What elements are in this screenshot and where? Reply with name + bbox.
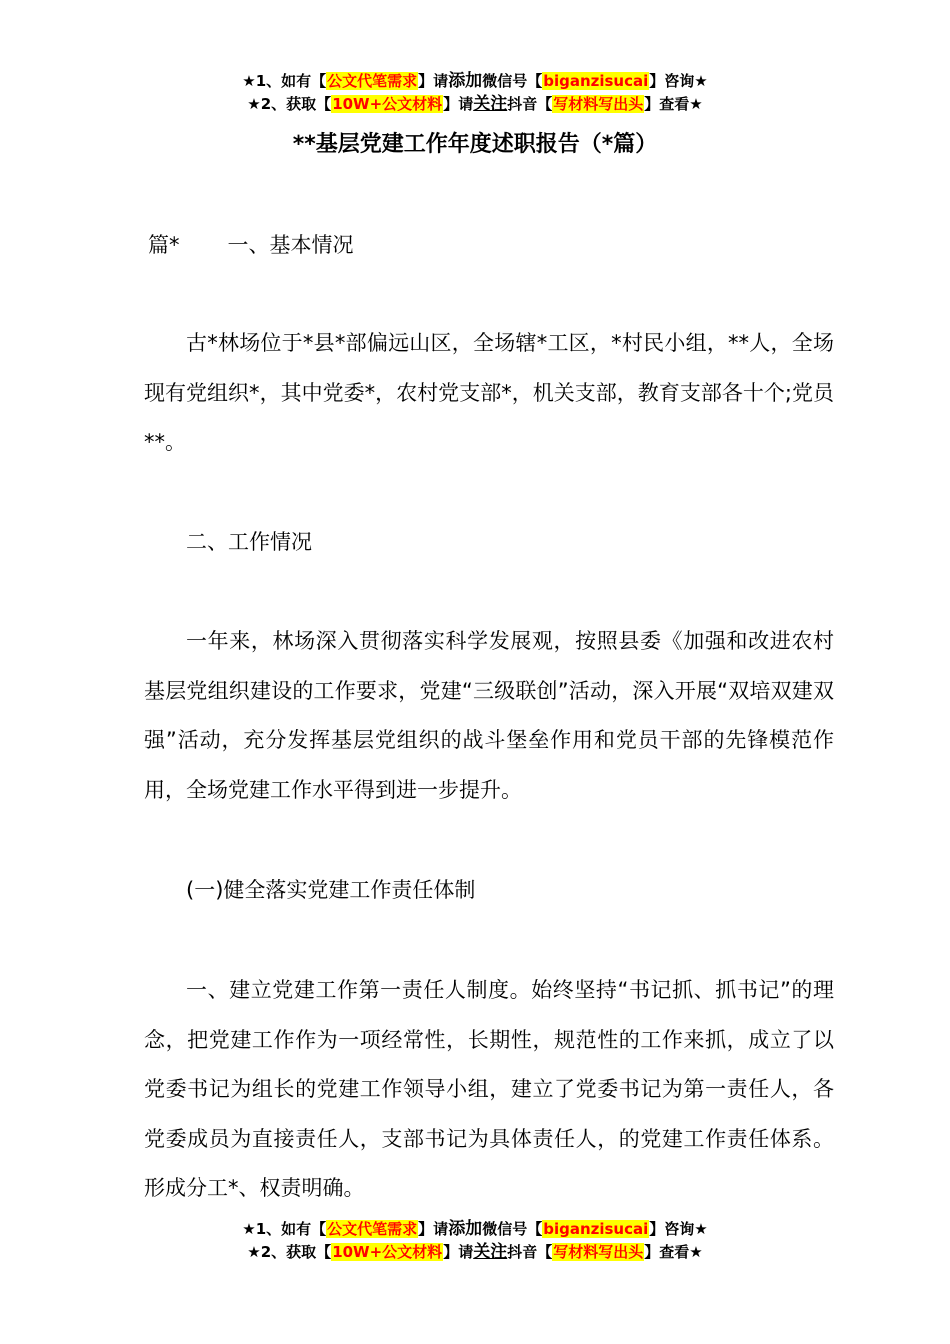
section-1-heading: 一、基本情况 <box>227 233 354 257</box>
banner-text: 微信号【 <box>482 72 543 90</box>
banner-highlight: 公文代笔需求 <box>327 72 418 90</box>
banner-line-2 <box>0 1241 950 1264</box>
banner-emphasis: 关注 <box>473 94 508 114</box>
section-1-heading-row <box>148 225 354 265</box>
banner-highlight: 10W+公文材料 <box>332 95 443 113</box>
banner-text: 抖音【 <box>507 1243 553 1261</box>
banner-text: ★1、如有【 <box>242 72 327 90</box>
banner-text: 】请 <box>418 72 449 90</box>
paragraph-work-overview: 一年来，林场深入贯彻落实科学发展观，按照县委《加强和改进农村基层党组织建设的工作要求，党建“三级联创”活动，深入开展“双培双建双强”活动，充分发挥基层党组织的战斗堡垒作用和党员干部的先锋模范作用，全场党建工作水平得到进一步提升。 <box>144 629 834 802</box>
banner-text: 】请 <box>418 1220 449 1238</box>
banner-text: 微信号【 <box>482 1220 543 1238</box>
banner-text: 】请 <box>443 1243 474 1261</box>
banner-highlight: biganzisucai <box>543 1220 649 1238</box>
part-label: 篇* <box>148 233 180 257</box>
section-2-heading: 二、工作情况 <box>186 530 312 554</box>
banner-highlight: biganzisucai <box>543 72 649 90</box>
banner-line-1 <box>0 70 950 93</box>
banner-highlight: 10W+公文材料 <box>332 1243 443 1261</box>
banner-highlight: 写材料写出头 <box>553 1243 644 1261</box>
banner-text: 抖音【 <box>507 95 553 113</box>
banner-text: 】查看★ <box>644 1243 703 1261</box>
banner-text: 】咨询★ <box>649 72 708 90</box>
banner-line-1 <box>0 1218 950 1241</box>
banner-highlight: 公文代笔需求 <box>327 1220 418 1238</box>
banner-text: ★1、如有【 <box>242 1220 327 1238</box>
banner-line-2 <box>0 93 950 116</box>
banner-text: 】查看★ <box>644 95 703 113</box>
paragraph-responsibility: 一、建立党建工作第一责任人制度。始终坚持“书记抓、抓书记”的理念，把党建工作作为一项经常性，长期性，规范性的工作来抓，成立了以党委书记为组长的党建工作领导小组，建立了党委书记为第一责任人，各党委成员为直接责任人，支部书记为具体责任人，的党建工作责任体系。形成分工*、权责明确。 <box>144 978 834 1200</box>
top-banner <box>0 70 950 116</box>
banner-highlight: 写材料写出头 <box>553 95 644 113</box>
banner-text: ★2、获取【 <box>247 95 332 113</box>
paragraph-basic-info: 古*林场位于*县*部偏远山区，全场辖*工区，*村民小组，**人，全场现有党组织*，其中党委*，农村党支部*，机关支部，教育支部各十个;党员**。 <box>144 331 834 454</box>
banner-text: 】请 <box>443 95 474 113</box>
banner-emphasis: 关注 <box>473 1242 508 1262</box>
banner-emphasis: 添加 <box>448 1219 483 1239</box>
page-title: **基层党建工作年度述职报告（*篇） <box>292 132 658 157</box>
banner-text: 】咨询★ <box>649 1220 708 1238</box>
bottom-banner <box>0 1218 950 1264</box>
banner-emphasis: 添加 <box>448 71 483 91</box>
banner-text: ★2、获取【 <box>247 1243 332 1261</box>
subsection-1-heading: (一)健全落实党建工作责任体制 <box>186 878 476 902</box>
